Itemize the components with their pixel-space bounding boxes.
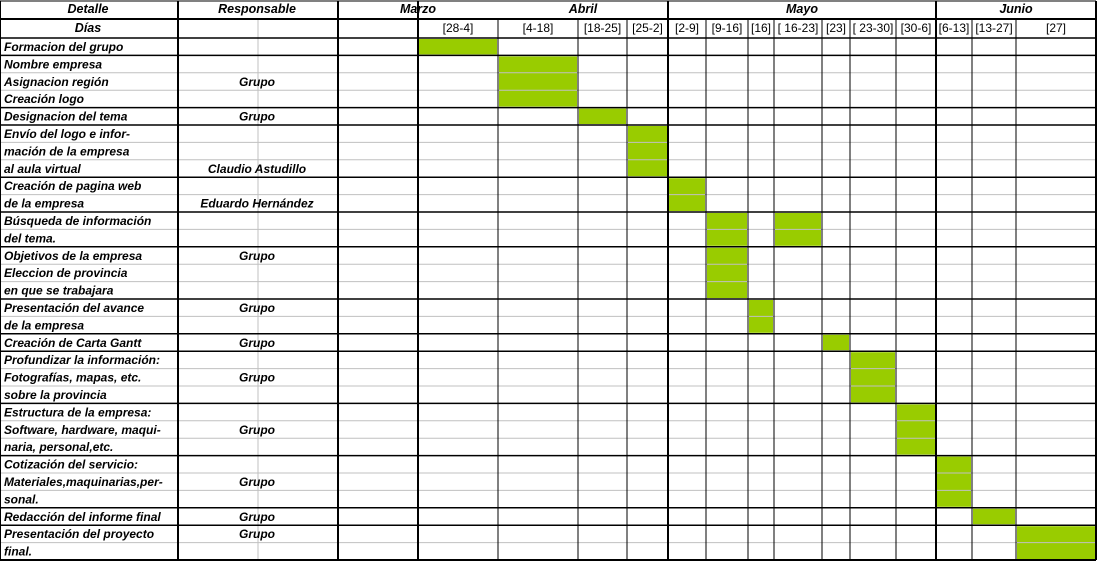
week-label: [6-13]: [938, 21, 970, 35]
task-label: Cotización del servicio:: [4, 457, 139, 472]
responsable-label: Grupo: [239, 335, 275, 350]
task-label: Nombre empresa: [4, 57, 103, 72]
header-detalle: Detalle: [67, 2, 109, 16]
gantt-bar: [823, 335, 849, 350]
task-label: final.: [4, 544, 33, 559]
month-label-abril: Abril: [568, 2, 598, 16]
week-label: [ 23-30]: [852, 21, 894, 35]
task-label: Envío del logo e infor-: [4, 127, 130, 141]
gantt-bar: [419, 39, 497, 54]
gantt-bar: [897, 404, 935, 454]
week-label: [13-27]: [975, 21, 1013, 35]
task-label: Designacion del tema: [4, 109, 128, 124]
task-label: Creación de Carta Gantt: [4, 335, 142, 350]
gantt-bar: [707, 248, 747, 298]
header-responsable: Responsable: [218, 2, 296, 16]
task-label: Presentación del avance: [4, 301, 145, 315]
task-label: Búsqueda de información: [4, 214, 152, 228]
responsable-label: Grupo: [239, 109, 275, 124]
responsable-label: Grupo: [239, 509, 275, 524]
week-label: [2-9]: [674, 21, 700, 35]
responsable-label: Grupo: [239, 527, 275, 542]
week-label: [9-16]: [711, 21, 743, 35]
task-label: de la empresa: [4, 196, 85, 211]
header-dias: Días: [74, 21, 102, 35]
gantt-bar: [499, 56, 577, 106]
task-label: Creación de pagina web: [4, 179, 142, 194]
task-label: sobre la provincia: [4, 388, 107, 402]
week-label: [ 16-23]: [777, 21, 819, 35]
responsable-label: Grupo: [239, 248, 275, 263]
task-label: Fotografías, mapas, etc.: [4, 370, 142, 385]
week-label: [27]: [1045, 21, 1067, 35]
responsable-label: Grupo: [239, 74, 275, 89]
month-label-mayo: Mayo: [786, 2, 818, 16]
week-label: [25-2]: [632, 21, 663, 35]
task-label: de la empresa: [4, 318, 85, 333]
task-label: Estructura de la empresa:: [4, 405, 152, 420]
responsable-label: Eduardo Hernández: [200, 196, 314, 211]
week-label: [30-6]: [900, 21, 932, 35]
task-label: Redacción del informe final: [4, 509, 161, 524]
responsable-label: Grupo: [239, 475, 275, 489]
task-label: Eleccion de provincia: [4, 266, 128, 281]
gantt-bar: [851, 352, 895, 402]
gantt-bar: [628, 126, 667, 176]
month-label-marzo: Marzo: [399, 2, 437, 16]
task-label: Objetivos de la empresa: [4, 248, 143, 263]
gantt-bar: [579, 109, 626, 124]
responsable-label: Grupo: [239, 370, 275, 385]
week-label: [18-25]: [583, 21, 622, 35]
month-label-junio: Junio: [999, 2, 1033, 16]
task-label: Presentación del proyecto: [4, 527, 155, 542]
week-label: [16]: [750, 21, 772, 35]
responsable-label: Grupo: [239, 422, 275, 437]
task-label: Profundizar la información:: [4, 353, 161, 368]
task-label: en que se trabajara: [4, 283, 114, 298]
gantt-bar: [937, 457, 971, 507]
task-label: mación de la empresa: [4, 144, 130, 159]
task-label: al aula virtual: [4, 161, 81, 176]
task-label: del tema.: [4, 231, 57, 246]
week-label: [23]: [825, 21, 847, 35]
task-label: Formacion del grupo: [4, 40, 124, 54]
week-label: [4-18]: [522, 21, 554, 35]
responsable-label: Grupo: [239, 301, 275, 315]
responsable-label: Claudio Astudillo: [207, 161, 307, 176]
task-label: Materiales,maquinarias,per-: [4, 475, 163, 489]
gantt-bar: [973, 509, 1015, 524]
week-label: [28-4]: [442, 21, 474, 35]
task-label: naria, personal,etc.: [4, 440, 114, 455]
task-label: Asignacion región: [4, 74, 109, 89]
task-label: Software, hardware, maqui-: [4, 422, 161, 437]
task-label: sonal.: [4, 492, 39, 507]
task-label: Creación logo: [4, 92, 85, 107]
